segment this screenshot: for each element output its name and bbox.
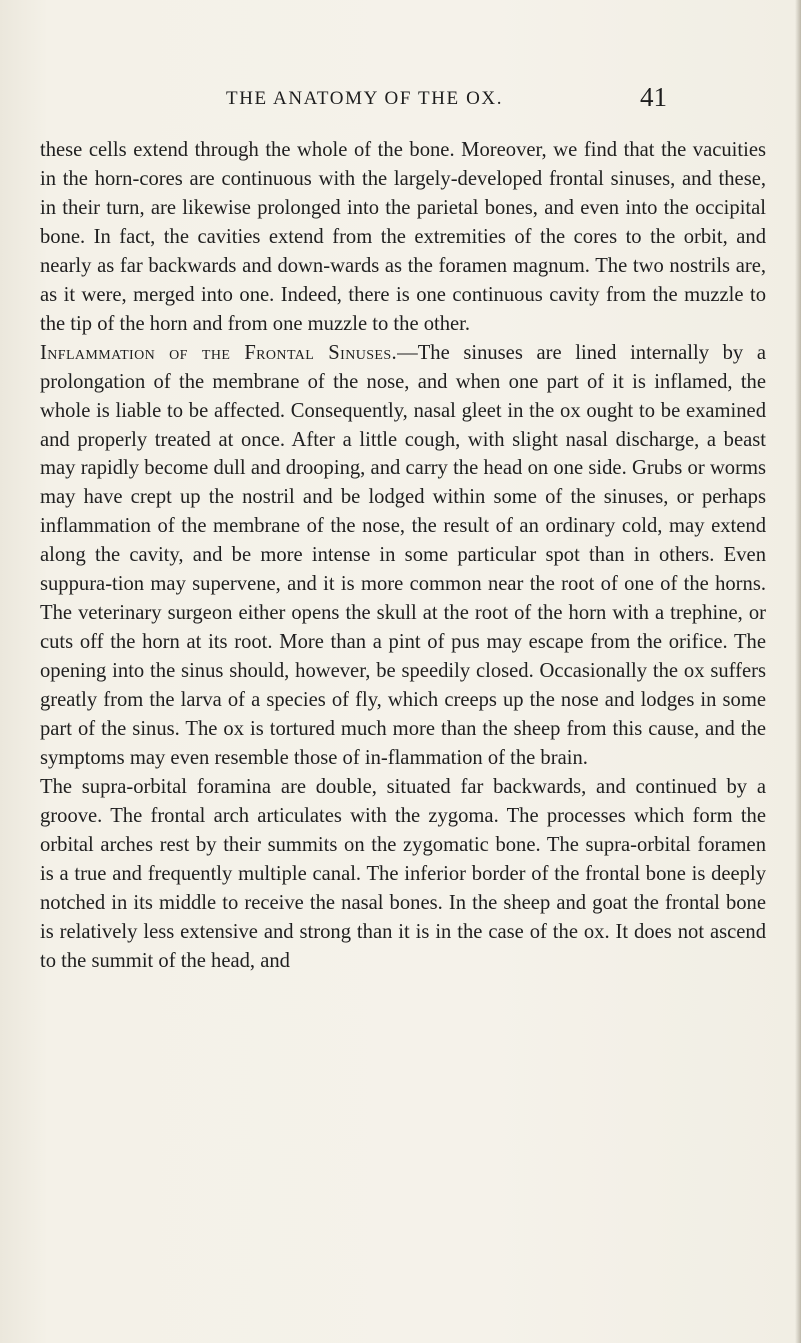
section-heading: Inflammation of the Frontal Sinuses. [40, 341, 398, 364]
paragraph-2-text: —The sinuses are lined internally by a prolongation of the membrane of the nose, and when one part of it is inflamed, the whole is liable to be affected. Consequently, nasal gleet in the ox ought to be examined and properly treated at once. After a little cough, with slight nasal discharge, a beast may rapidly become dull and drooping, and carry the head on one side. Grubs or worms may have crept up the nostril and be lodged within some of the sinuses, or perhaps inflammation of the membrane of the nose, the result of an ordinary cold, may extend along the cavity, and be more intense in some particular spot than in others. Even suppura-tion may supervene, and it is more common near the root of one of the horns. The veterinary surgeon either opens the skull at the root of the horn with a trephine, or cuts off the horn at its root. More than a pint of pus may escape from the orifice. The opening into the sinus should, however, be speedily closed. Occasionally the ox suffers greatly from the larva of a species of fly, which creeps up the nose and lodges in some part of the sinus. The ox is tortured much more than the sheep from this cause, and the symptoms may even resemble those of in-flammation of the brain. [40, 341, 767, 770]
body-text [40, 136, 766, 976]
paragraph-1: these cells extend through the whole of the bone. Moreover, we find that the vacuities in the horn-cores are continuous with the largely-developed frontal sinuses, and these, in their turn, are likewise prolonged into the parietal bones, and even into the occipital bone. In fact, the cavities extend from the extremities of the cores to the orbit, and nearly as far backwards and down-wards as the foramen magnum. The two nostrils are, as it were, merged into one. Indeed, there is one continuous cavity from the muzzle to the tip of the horn and from one muzzle to the other. [40, 139, 766, 335]
page-number: 41 [640, 82, 667, 112]
paragraph-2 [40, 339, 766, 773]
page-edge-shadow [795, 0, 801, 1343]
paragraph-3: The supra-orbital foramina are double, situated far backwards, and continued by a groove. The frontal arch articulates with the zygoma. The processes which form the orbital arches rest by their summits on the zygomatic bone. The supra-orbital foramen is a true and frequently multiple canal. The inferior border of the frontal bone is deeply notched in its middle to receive the nasal bones. In the sheep and goat the frontal bone is relatively less extensive and strong than it is in the case of the ox. It does not ascend to the summit of the head, and [40, 775, 766, 972]
running-head [0, 82, 801, 122]
running-title: THE ANATOMY OF THE OX. [226, 88, 504, 109]
